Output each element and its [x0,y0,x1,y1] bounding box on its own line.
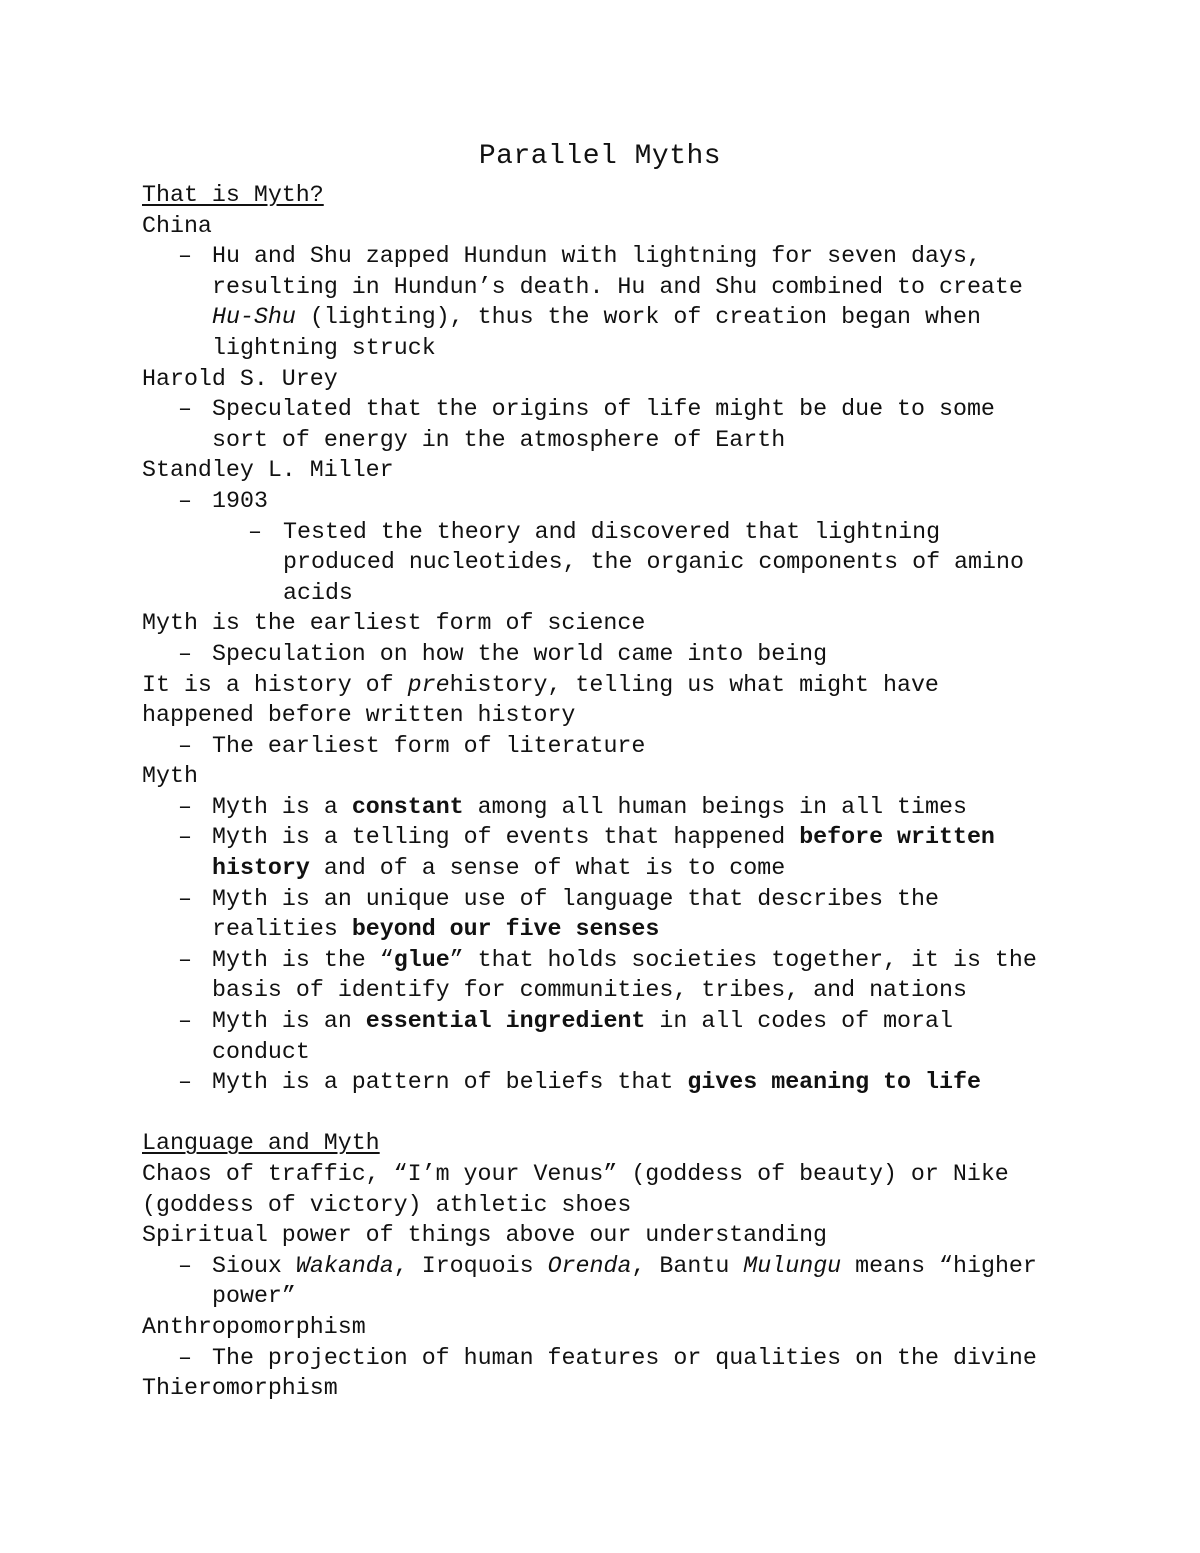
text: Chaos of traffic, “I’m your Venus” (goddess of beauty) or Nike [142,1161,1009,1187]
bullet-dash: – [178,885,192,912]
heading-line [142,1159,1142,1190]
text: It is a history of [142,671,408,698]
bold-text: history [212,855,310,882]
text: ” that holds societies together, it is the [449,946,1037,973]
bullet-line [142,884,1142,915]
bullet-dash: – [178,396,192,423]
bullet-dash: – [178,824,192,851]
heading-line [142,670,1142,701]
bullet-line [142,578,1142,609]
italic-text: Orenda [547,1252,632,1279]
bold-text: constant [351,793,464,820]
bold-text: before written [799,824,995,851]
text: China [142,212,212,239]
bullet-line [142,241,1142,272]
italic-text: Mulungu [743,1252,842,1279]
bullet-line [142,792,1142,823]
bullet-dash: – [178,487,192,514]
text: acids [283,579,353,606]
bullet-dash: – [178,243,192,270]
heading-line [142,1312,1142,1343]
text: Speculation on how the world came into being [212,640,828,667]
text: Harold S. Urey [142,365,338,392]
text: and of a sense of what is to come [309,855,786,882]
text: Spiritual power of things above our understanding [142,1222,828,1249]
bullet-line [142,975,1142,1006]
text: Tested the theory and discovered that lightning [283,518,941,545]
document-title: Parallel Myths [478,141,722,172]
text: The projection of human features or qualities on the divine [212,1344,1037,1371]
text: basis of identify for communities, tribes, and nations [212,977,967,1004]
text: Standley L. Miller [142,457,394,484]
text: Myth is a telling of events that happened [212,824,800,851]
bullet-line [142,945,1142,976]
text: 1903 [212,487,268,514]
text: Myth is the earliest form of science [142,610,646,637]
bullet-dash: – [178,793,192,820]
bullet-dash: – [248,518,262,545]
text: history, telling us what might have [449,671,939,698]
text: produced nucleotides, the organic components of amino [283,549,1024,576]
text: , Iroquois [393,1252,548,1279]
bullet-dash: – [178,1252,192,1279]
bullet-dash: – [178,1069,192,1096]
text: Myth is an [212,1008,366,1035]
text: Myth is a [212,793,352,820]
text: Anthropomorphism [142,1313,366,1340]
heading-line [142,608,1142,639]
text: Hu and Shu zapped Hundun with lightning for seven days, [212,243,981,270]
heading-line [142,1190,1142,1221]
text: conduct [212,1038,310,1065]
text: resulting in Hundun’s death. Hu and Shu combined to create [212,273,1023,300]
text: realities [212,916,352,943]
italic-text: pre [407,671,450,698]
bullet-line [142,639,1142,670]
bullet-line [142,517,1142,548]
text: lightning struck [212,334,436,361]
bullet-line [142,1006,1142,1037]
text: (lighting), thus the work of creation began when [295,304,981,331]
bullet-line [142,1281,1142,1312]
text: happened before written history [142,702,576,729]
heading-line [142,211,1142,242]
text: sort of energy in the atmosphere of Earth [212,426,786,453]
heading-line [142,364,1142,395]
bullet-line [142,1067,1142,1098]
bold-text: beyond our five senses [351,916,660,943]
bold-text: gives meaning to life [687,1069,981,1096]
text: Thieromorphism [142,1375,338,1402]
bullet-line [142,486,1142,517]
bullet-line [142,302,1142,333]
section-heading: That is Myth? [142,182,324,208]
bullet-line [142,731,1142,762]
heading-line [142,761,1142,792]
text: (goddess of victory) athletic shoes [142,1191,632,1218]
text: The earliest form of literature [212,732,646,759]
bullet-line [142,547,1142,578]
bullet-dash: – [178,640,192,667]
bold-text: essential ingredient [365,1008,646,1035]
bullet-line [142,1343,1142,1374]
text: in all codes of moral [645,1008,953,1035]
heading-line [142,1128,1142,1159]
bullet-line [142,1037,1142,1068]
bullet-dash: – [178,946,192,973]
text: Myth is an unique use of language that describes the [212,885,939,912]
heading-line [142,180,1142,211]
text: power” [212,1283,296,1310]
bullet-dash: – [178,732,192,759]
text: Speculated that the origins of life might be due to some [212,396,995,423]
bullet-line [142,853,1142,884]
bullet-dash: – [178,1008,192,1035]
text: means “higher [841,1252,1037,1279]
bullet-line [142,333,1142,364]
bullet-line [142,425,1142,456]
text: , Bantu [631,1252,744,1279]
bullet-line [142,272,1142,303]
blank-line [142,1098,1142,1129]
bullet-line [142,914,1142,945]
bullet-line [142,822,1142,853]
text: Myth [142,763,198,790]
bullet-line [142,394,1142,425]
bullet-line [142,1251,1142,1282]
text: Myth is a pattern of beliefs that [212,1069,688,1096]
heading-line [142,700,1142,731]
heading-line [142,1220,1142,1251]
text: Myth is the “ [212,946,394,973]
text: among all human beings in all times [463,793,967,820]
document-body [142,180,1142,1404]
italic-text: Hu-Shu [212,304,296,331]
italic-text: Wakanda [295,1252,394,1279]
section-heading: Language and Myth [142,1130,380,1157]
bold-text: glue [393,946,450,973]
bullet-dash: – [178,1344,192,1371]
text: Sioux [212,1252,296,1279]
heading-line [142,455,1142,486]
heading-line [142,1373,1142,1404]
